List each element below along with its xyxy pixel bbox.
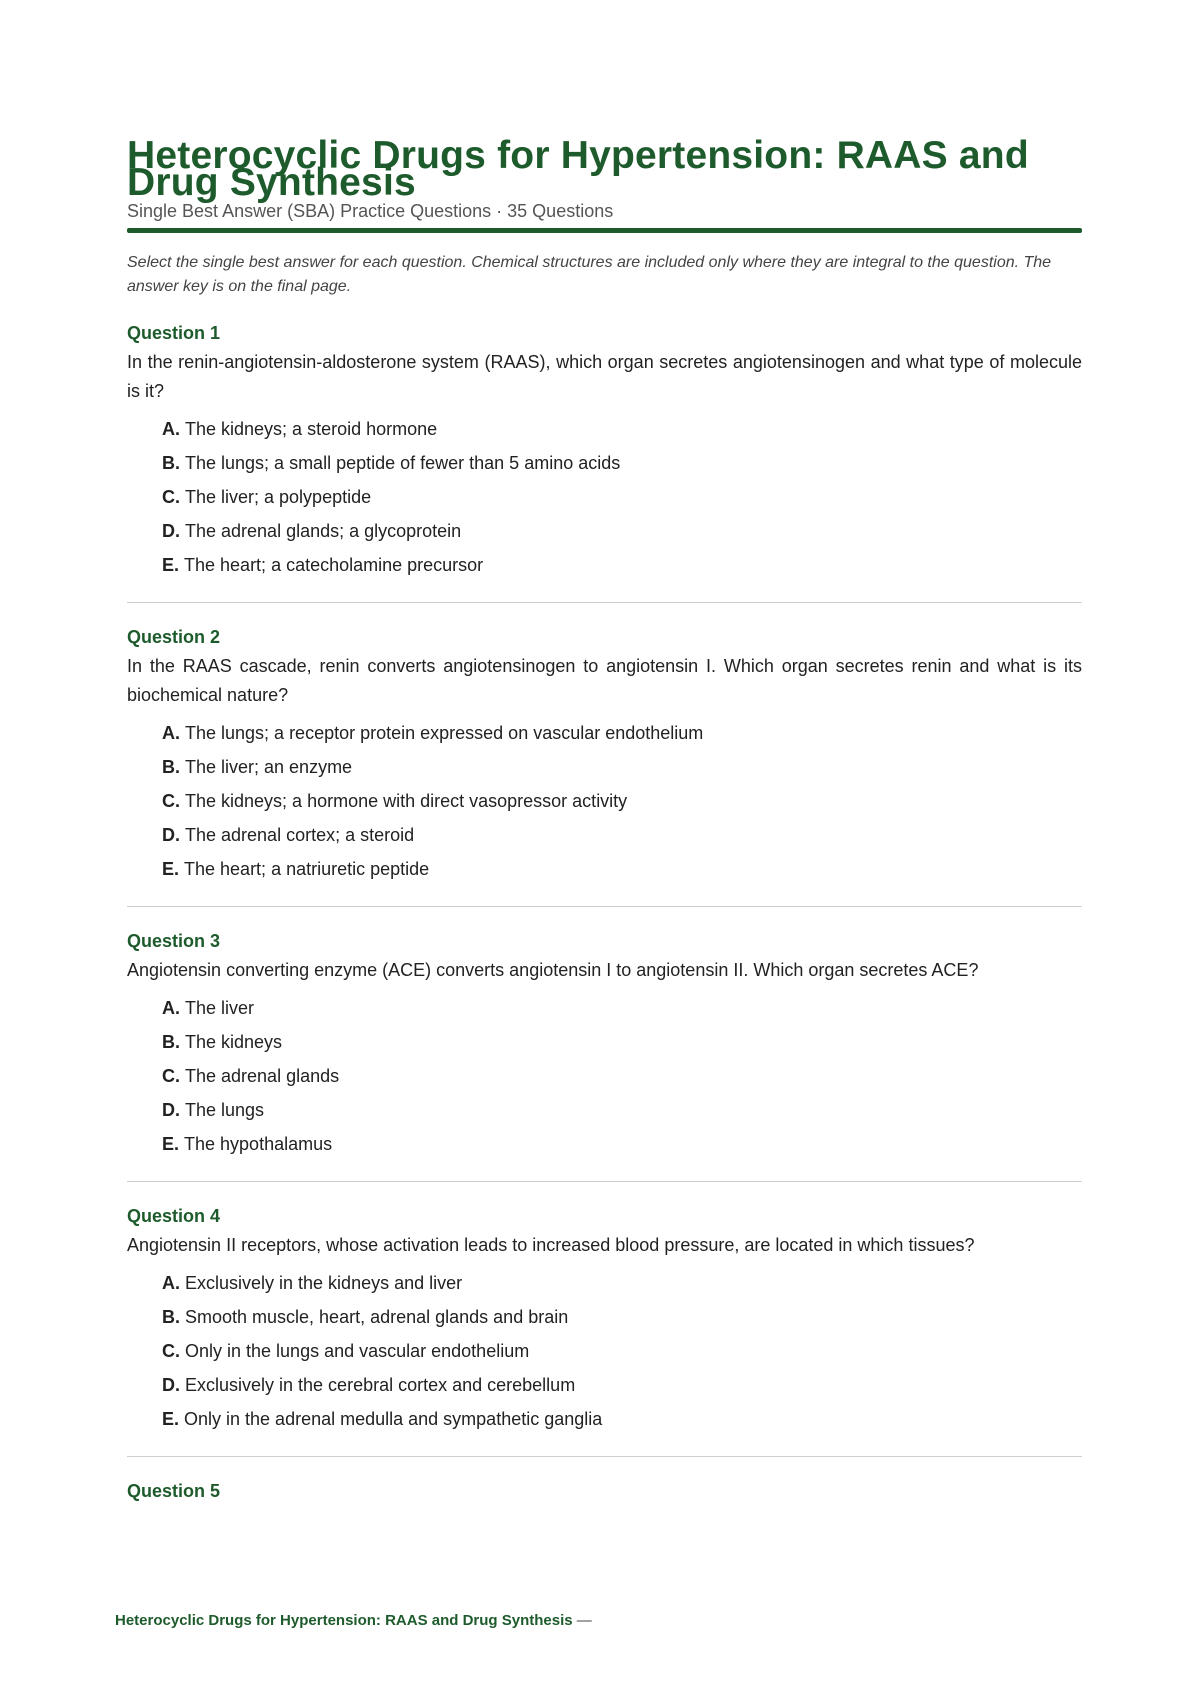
option-text: The adrenal cortex; a steroid [185, 825, 415, 845]
option-text: Smooth muscle, heart, adrenal glands and brain [185, 1307, 569, 1327]
option-letter: D. [162, 521, 180, 541]
option-letter: D. [162, 1100, 180, 1120]
question-stem: In the RAAS cascade, renin converts angiotensinogen to angiotensin I. Which organ secretes renin and what is its biochemical nature? [127, 656, 1082, 705]
answer-option [162, 1093, 1082, 1127]
option-letter: D. [162, 1375, 180, 1395]
question-stem: In the renin-angiotensin-aldosterone system (RAAS), which organ secretes angiotensinogen and what type of molecule is it? [127, 352, 1082, 401]
option-text: The heart; a catecholamine precursor [184, 555, 484, 575]
answer-option [162, 1402, 1082, 1436]
answer-option [162, 1059, 1082, 1093]
option-text: The liver; a polypeptide [185, 487, 372, 507]
option-text: The heart; a natriuretic peptide [184, 859, 430, 879]
question-label: Question 5 [127, 1481, 221, 1501]
answer-option [162, 1368, 1082, 1402]
option-letter: C. [162, 1341, 180, 1361]
option-letter: B. [162, 1307, 180, 1327]
answer-option [162, 818, 1082, 852]
option-text: The adrenal glands; a glycoprotein [185, 521, 462, 541]
option-letter: C. [162, 1066, 180, 1086]
answer-options [127, 716, 1082, 886]
option-letter: E. [162, 1134, 180, 1154]
answer-option [162, 1334, 1082, 1368]
option-letter: A. [162, 1273, 180, 1293]
answer-options [127, 1266, 1082, 1436]
answer-option [162, 991, 1082, 1025]
option-letter: A. [162, 998, 180, 1018]
option-letter: E. [162, 555, 180, 575]
document-page [127, 134, 1082, 1503]
document-subtitle: Single Best Answer (SBA) Practice Questions · 35 Questions [127, 201, 614, 221]
page-footer [115, 1612, 592, 1629]
instructions: Select the single best answer for each question. Chemical structures are included only where they are integral to the question. The answer key is on the final page. [127, 254, 1052, 295]
title-rule [127, 228, 1082, 233]
option-text: The kidneys; a steroid hormone [185, 419, 438, 439]
option-letter: E. [162, 859, 180, 879]
document-title: Heterocyclic Drugs for Hypertension: RAAS and Drug Synthesis [127, 134, 1029, 204]
question-list [127, 299, 1082, 1503]
answer-option [162, 716, 1082, 750]
answer-option [162, 480, 1082, 514]
answer-option [162, 412, 1082, 446]
question-label: Question 1 [127, 323, 221, 343]
option-text: Exclusively in the cerebral cortex and cerebellum [185, 1375, 576, 1395]
answer-option [162, 1266, 1082, 1300]
option-text: The liver [185, 998, 255, 1018]
answer-option [162, 750, 1082, 784]
option-letter: D. [162, 825, 180, 845]
option-text: The kidneys; a hormone with direct vasopressor activity [185, 791, 628, 811]
question-block [127, 299, 1082, 603]
option-letter: B. [162, 757, 180, 777]
option-letter: B. [162, 453, 180, 473]
option-text: The kidneys [185, 1032, 283, 1052]
question-block [127, 603, 1082, 907]
option-text: The lungs; a small peptide of fewer than 5 amino acids [185, 453, 621, 473]
option-text: The hypothalamus [184, 1134, 333, 1154]
option-text: The adrenal glands [185, 1066, 340, 1086]
option-text: Only in the lungs and vascular endothelium [185, 1341, 530, 1361]
question-label: Question 2 [127, 627, 221, 647]
answer-option [162, 514, 1082, 548]
answer-options [127, 991, 1082, 1161]
answer-option [162, 1025, 1082, 1059]
answer-option [162, 446, 1082, 480]
option-letter: B. [162, 1032, 180, 1052]
footer-dash: — [572, 1612, 592, 1629]
option-letter: A. [162, 723, 180, 743]
option-letter: A. [162, 419, 180, 439]
answer-option [162, 852, 1082, 886]
option-letter: E. [162, 1409, 180, 1429]
option-text: The lungs [185, 1100, 265, 1120]
option-letter: C. [162, 487, 180, 507]
question-block [127, 907, 1082, 1182]
answer-option [162, 1127, 1082, 1161]
option-text: Exclusively in the kidneys and liver [185, 1273, 463, 1293]
option-text: The lungs; a receptor protein expressed on vascular endothelium [185, 723, 704, 743]
option-text: Only in the adrenal medulla and sympathetic ganglia [184, 1409, 603, 1429]
question-block [127, 1182, 1082, 1457]
question-stem: Angiotensin II receptors, whose activation leads to increased blood pressure, are located in which tissues? [127, 1235, 975, 1255]
question-block [127, 1457, 1082, 1503]
option-text: The liver; an enzyme [185, 757, 353, 777]
question-stem: Angiotensin converting enzyme (ACE) converts angiotensin I to angiotensin II. Which organ secretes ACE? [127, 960, 979, 980]
footer-title: Heterocyclic Drugs for Hypertension: RAAS and Drug Synthesis [115, 1612, 573, 1629]
answer-option [162, 784, 1082, 818]
answer-option [162, 1300, 1082, 1334]
question-label: Question 3 [127, 931, 221, 951]
option-letter: C. [162, 791, 180, 811]
answer-option [162, 548, 1082, 582]
answer-options [127, 412, 1082, 582]
question-label: Question 4 [127, 1206, 221, 1226]
